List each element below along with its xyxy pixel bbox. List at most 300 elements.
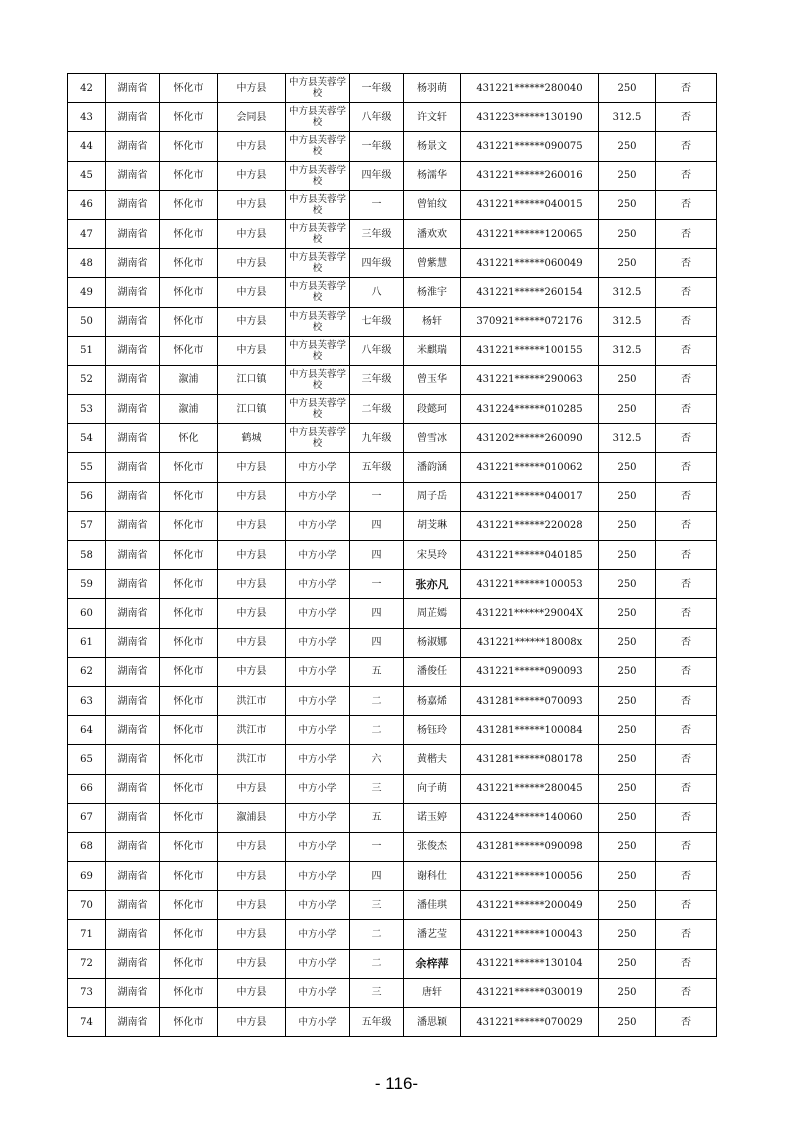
cell-city: 怀化市: [160, 628, 218, 657]
cell-index: 64: [68, 716, 106, 745]
cell-student-name: 潘韵涵: [404, 453, 461, 482]
cell-city: 怀化市: [160, 803, 218, 832]
cell-grade: 二: [350, 686, 404, 715]
cell-index: 42: [68, 74, 106, 103]
cell-city: 怀化: [160, 424, 218, 453]
cell-province: 湖南省: [106, 862, 160, 891]
cell-flag: 否: [656, 249, 717, 278]
table-row: [68, 774, 717, 803]
cell-school: 中方小学: [286, 686, 350, 715]
cell-city: 怀化市: [160, 832, 218, 861]
cell-student-name: 诺玉婷: [404, 803, 461, 832]
cell-index: 44: [68, 132, 106, 161]
cell-amount: 250: [599, 803, 656, 832]
cell-id-number: 431224******010285: [461, 395, 599, 424]
cell-county: 中方县: [218, 511, 286, 540]
cell-school: 中方小学: [286, 570, 350, 599]
cell-amount: 250: [599, 686, 656, 715]
cell-amount: 250: [599, 891, 656, 920]
table-row: [68, 249, 717, 278]
cell-province: 湖南省: [106, 949, 160, 978]
cell-index: 57: [68, 511, 106, 540]
cell-grade: 九年级: [350, 424, 404, 453]
cell-student-name: 曾紫慧: [404, 249, 461, 278]
cell-city: 怀化市: [160, 219, 218, 248]
cell-student-name: 潘艺莹: [404, 920, 461, 949]
cell-school: 中方小学: [286, 511, 350, 540]
cell-flag: 否: [656, 774, 717, 803]
cell-id-number: 431223******130190: [461, 103, 599, 132]
cell-id-number: 431221******100056: [461, 862, 599, 891]
cell-province: 湖南省: [106, 541, 160, 570]
cell-school: 中方小学: [286, 949, 350, 978]
cell-school: 中方县芙蓉学校: [286, 307, 350, 336]
cell-county: 江口镇: [218, 365, 286, 394]
cell-amount: 250: [599, 570, 656, 599]
cell-index: 55: [68, 453, 106, 482]
cell-school: 中方小学: [286, 628, 350, 657]
cell-amount: 250: [599, 132, 656, 161]
cell-index: 52: [68, 365, 106, 394]
cell-grade: 一: [350, 190, 404, 219]
cell-flag: 否: [656, 1008, 717, 1037]
cell-city: 怀化市: [160, 336, 218, 365]
cell-student-name: 杨濡华: [404, 161, 461, 190]
table-row: [68, 453, 717, 482]
table-row: [68, 307, 717, 336]
cell-grade: 五年级: [350, 453, 404, 482]
cell-amount: 250: [599, 745, 656, 774]
cell-index: 65: [68, 745, 106, 774]
cell-index: 70: [68, 891, 106, 920]
cell-county: 洪江市: [218, 686, 286, 715]
cell-flag: 否: [656, 365, 717, 394]
cell-amount: 250: [599, 511, 656, 540]
cell-id-number: 431221******260154: [461, 278, 599, 307]
table-row: [68, 541, 717, 570]
cell-province: 湖南省: [106, 716, 160, 745]
cell-amount: 250: [599, 599, 656, 628]
cell-county: 溆浦县: [218, 803, 286, 832]
cell-province: 湖南省: [106, 482, 160, 511]
cell-amount: 250: [599, 453, 656, 482]
table-row: [68, 803, 717, 832]
cell-school: 中方小学: [286, 1008, 350, 1037]
cell-flag: 否: [656, 336, 717, 365]
cell-school: 中方县芙蓉学校: [286, 161, 350, 190]
cell-index: 67: [68, 803, 106, 832]
table-row: [68, 745, 717, 774]
table-row: [68, 978, 717, 1007]
cell-flag: 否: [656, 161, 717, 190]
cell-city: 怀化市: [160, 657, 218, 686]
cell-province: 湖南省: [106, 920, 160, 949]
cell-province: 湖南省: [106, 774, 160, 803]
cell-province: 湖南省: [106, 307, 160, 336]
cell-province: 湖南省: [106, 161, 160, 190]
cell-amount: 250: [599, 774, 656, 803]
cell-flag: 否: [656, 541, 717, 570]
cell-city: 怀化市: [160, 716, 218, 745]
cell-id-number: 431221******010062: [461, 453, 599, 482]
cell-student-name: 许文轩: [404, 103, 461, 132]
cell-city: 怀化市: [160, 1008, 218, 1037]
table-row: [68, 190, 717, 219]
cell-province: 湖南省: [106, 599, 160, 628]
cell-index: 59: [68, 570, 106, 599]
cell-index: 54: [68, 424, 106, 453]
cell-id-number: 431221******200049: [461, 891, 599, 920]
cell-id-number: 431221******090075: [461, 132, 599, 161]
cell-city: 怀化市: [160, 103, 218, 132]
cell-school: 中方县芙蓉学校: [286, 395, 350, 424]
cell-county: 中方县: [218, 832, 286, 861]
student-subsidy-table: [67, 73, 717, 1037]
cell-amount: 312.5: [599, 336, 656, 365]
cell-city: 怀化市: [160, 511, 218, 540]
cell-index: 66: [68, 774, 106, 803]
cell-county: 中方县: [218, 628, 286, 657]
cell-student-name: 唐轩: [404, 978, 461, 1007]
cell-student-name: 黄楷夫: [404, 745, 461, 774]
table-row: [68, 657, 717, 686]
cell-city: 怀化市: [160, 570, 218, 599]
cell-grade: 一: [350, 832, 404, 861]
cell-index: 63: [68, 686, 106, 715]
cell-province: 湖南省: [106, 803, 160, 832]
cell-city: 怀化市: [160, 978, 218, 1007]
cell-id-number: 431221******280040: [461, 74, 599, 103]
cell-index: 49: [68, 278, 106, 307]
cell-county: 中方县: [218, 132, 286, 161]
cell-amount: 250: [599, 219, 656, 248]
cell-flag: 否: [656, 628, 717, 657]
cell-id-number: 431281******070093: [461, 686, 599, 715]
cell-city: 怀化市: [160, 949, 218, 978]
cell-student-name: 余梓萍: [404, 949, 461, 978]
cell-grade: 四: [350, 541, 404, 570]
cell-amount: 312.5: [599, 278, 656, 307]
table-row: [68, 599, 717, 628]
cell-flag: 否: [656, 219, 717, 248]
cell-school: 中方小学: [286, 774, 350, 803]
cell-flag: 否: [656, 686, 717, 715]
cell-flag: 否: [656, 74, 717, 103]
table-row: [68, 511, 717, 540]
cell-city: 怀化市: [160, 482, 218, 511]
cell-flag: 否: [656, 453, 717, 482]
cell-student-name: 杨景文: [404, 132, 461, 161]
cell-flag: 否: [656, 190, 717, 219]
cell-school: 中方小学: [286, 482, 350, 511]
cell-province: 湖南省: [106, 278, 160, 307]
cell-amount: 250: [599, 249, 656, 278]
cell-grade: 七年级: [350, 307, 404, 336]
cell-county: 中方县: [218, 1008, 286, 1037]
cell-province: 湖南省: [106, 628, 160, 657]
cell-province: 湖南省: [106, 1008, 160, 1037]
table-body: [68, 74, 717, 1037]
cell-city: 溆浦: [160, 365, 218, 394]
cell-flag: 否: [656, 803, 717, 832]
cell-amount: 250: [599, 365, 656, 394]
cell-grade: 五年级: [350, 1008, 404, 1037]
cell-county: 中方县: [218, 599, 286, 628]
cell-id-number: 431281******080178: [461, 745, 599, 774]
cell-city: 怀化市: [160, 891, 218, 920]
cell-province: 湖南省: [106, 219, 160, 248]
cell-city: 怀化市: [160, 686, 218, 715]
cell-id-number: 431221******100155: [461, 336, 599, 365]
cell-index: 53: [68, 395, 106, 424]
cell-amount: 250: [599, 190, 656, 219]
cell-city: 怀化市: [160, 745, 218, 774]
cell-id-number: 431221******260016: [461, 161, 599, 190]
cell-province: 湖南省: [106, 395, 160, 424]
cell-id-number: 431221******030019: [461, 978, 599, 1007]
cell-county: 中方县: [218, 336, 286, 365]
cell-county: 中方县: [218, 570, 286, 599]
cell-index: 68: [68, 832, 106, 861]
cell-grade: 四年级: [350, 161, 404, 190]
cell-student-name: 段懿珂: [404, 395, 461, 424]
table-row: [68, 920, 717, 949]
cell-index: 62: [68, 657, 106, 686]
cell-flag: 否: [656, 132, 717, 161]
cell-school: 中方县芙蓉学校: [286, 278, 350, 307]
cell-flag: 否: [656, 949, 717, 978]
cell-index: 45: [68, 161, 106, 190]
cell-school: 中方小学: [286, 978, 350, 1007]
cell-county: 洪江市: [218, 716, 286, 745]
cell-province: 湖南省: [106, 74, 160, 103]
cell-county: 中方县: [218, 891, 286, 920]
cell-county: 中方县: [218, 482, 286, 511]
table-row: [68, 949, 717, 978]
cell-id-number: 431202******260090: [461, 424, 599, 453]
table-row: [68, 161, 717, 190]
cell-amount: 312.5: [599, 307, 656, 336]
cell-grade: 一: [350, 482, 404, 511]
cell-id-number: 431221******040017: [461, 482, 599, 511]
cell-index: 58: [68, 541, 106, 570]
cell-city: 怀化市: [160, 862, 218, 891]
cell-school: 中方县芙蓉学校: [286, 219, 350, 248]
cell-school: 中方小学: [286, 541, 350, 570]
cell-grade: 一年级: [350, 74, 404, 103]
table-row: [68, 628, 717, 657]
table-row: [68, 686, 717, 715]
cell-county: 中方县: [218, 453, 286, 482]
cell-province: 湖南省: [106, 657, 160, 686]
cell-school: 中方县芙蓉学校: [286, 190, 350, 219]
cell-id-number: 370921******072176: [461, 307, 599, 336]
cell-grade: 四: [350, 628, 404, 657]
cell-index: 51: [68, 336, 106, 365]
cell-student-name: 宋昊玲: [404, 541, 461, 570]
table-row: [68, 424, 717, 453]
cell-grade: 五: [350, 803, 404, 832]
cell-student-name: 周子岳: [404, 482, 461, 511]
cell-province: 湖南省: [106, 336, 160, 365]
cell-id-number: 431221******120065: [461, 219, 599, 248]
cell-county: 中方县: [218, 249, 286, 278]
cell-index: 48: [68, 249, 106, 278]
cell-flag: 否: [656, 978, 717, 1007]
cell-school: 中方县芙蓉学校: [286, 336, 350, 365]
cell-school: 中方县芙蓉学校: [286, 132, 350, 161]
cell-county: 中方县: [218, 862, 286, 891]
cell-student-name: 米麒瑞: [404, 336, 461, 365]
table-row: [68, 103, 717, 132]
cell-student-name: 潘思颖: [404, 1008, 461, 1037]
cell-county: 中方县: [218, 278, 286, 307]
cell-id-number: 431221******070029: [461, 1008, 599, 1037]
cell-city: 怀化市: [160, 74, 218, 103]
cell-school: 中方县芙蓉学校: [286, 365, 350, 394]
cell-county: 江口镇: [218, 395, 286, 424]
cell-county: 鹤城: [218, 424, 286, 453]
cell-amount: 250: [599, 832, 656, 861]
cell-amount: 250: [599, 862, 656, 891]
cell-id-number: 431221******090093: [461, 657, 599, 686]
cell-county: 中方县: [218, 978, 286, 1007]
table-row: [68, 832, 717, 861]
cell-county: 洪江市: [218, 745, 286, 774]
cell-student-name: 向子萌: [404, 774, 461, 803]
cell-province: 湖南省: [106, 424, 160, 453]
cell-province: 湖南省: [106, 453, 160, 482]
cell-flag: 否: [656, 307, 717, 336]
cell-grade: 二年级: [350, 395, 404, 424]
cell-city: 怀化市: [160, 161, 218, 190]
cell-amount: 250: [599, 74, 656, 103]
cell-id-number: 431224******140060: [461, 803, 599, 832]
cell-amount: 250: [599, 1008, 656, 1037]
cell-flag: 否: [656, 424, 717, 453]
cell-flag: 否: [656, 832, 717, 861]
cell-amount: 250: [599, 716, 656, 745]
cell-flag: 否: [656, 103, 717, 132]
cell-flag: 否: [656, 395, 717, 424]
cell-id-number: 431281******100084: [461, 716, 599, 745]
cell-student-name: 张亦凡: [404, 570, 461, 599]
cell-school: 中方小学: [286, 832, 350, 861]
cell-id-number: 431221******130104: [461, 949, 599, 978]
cell-amount: 250: [599, 161, 656, 190]
cell-county: 中方县: [218, 949, 286, 978]
cell-id-number: 431221******100043: [461, 920, 599, 949]
cell-province: 湖南省: [106, 686, 160, 715]
cell-county: 中方县: [218, 657, 286, 686]
cell-school: 中方县芙蓉学校: [286, 424, 350, 453]
cell-city: 怀化市: [160, 920, 218, 949]
cell-city: 怀化市: [160, 774, 218, 803]
cell-province: 湖南省: [106, 132, 160, 161]
cell-grade: 三年级: [350, 365, 404, 394]
cell-flag: 否: [656, 482, 717, 511]
cell-index: 69: [68, 862, 106, 891]
cell-index: 50: [68, 307, 106, 336]
cell-school: 中方小学: [286, 599, 350, 628]
cell-school: 中方小学: [286, 891, 350, 920]
cell-student-name: 杨嘉烯: [404, 686, 461, 715]
cell-index: 60: [68, 599, 106, 628]
cell-grade: 八年级: [350, 103, 404, 132]
cell-grade: 一年级: [350, 132, 404, 161]
cell-amount: 250: [599, 920, 656, 949]
cell-flag: 否: [656, 862, 717, 891]
cell-student-name: 潘俊任: [404, 657, 461, 686]
cell-school: 中方小学: [286, 920, 350, 949]
cell-flag: 否: [656, 570, 717, 599]
cell-grade: 二: [350, 949, 404, 978]
table-row: [68, 570, 717, 599]
cell-city: 怀化市: [160, 132, 218, 161]
cell-province: 湖南省: [106, 891, 160, 920]
cell-county: 中方县: [218, 190, 286, 219]
cell-student-name: 杨淮宇: [404, 278, 461, 307]
cell-amount: 250: [599, 482, 656, 511]
table-row: [68, 365, 717, 394]
cell-city: 怀化市: [160, 307, 218, 336]
cell-city: 怀化市: [160, 190, 218, 219]
cell-amount: 250: [599, 628, 656, 657]
cell-school: 中方小学: [286, 716, 350, 745]
cell-county: 中方县: [218, 219, 286, 248]
cell-flag: 否: [656, 599, 717, 628]
cell-student-name: 曾铂纹: [404, 190, 461, 219]
cell-id-number: 431221******18008x: [461, 628, 599, 657]
cell-flag: 否: [656, 891, 717, 920]
cell-id-number: 431221******280045: [461, 774, 599, 803]
cell-amount: 250: [599, 395, 656, 424]
cell-flag: 否: [656, 920, 717, 949]
cell-flag: 否: [656, 278, 717, 307]
cell-index: 71: [68, 920, 106, 949]
table-row: [68, 132, 717, 161]
table-row: [68, 74, 717, 103]
cell-index: 46: [68, 190, 106, 219]
cell-county: 中方县: [218, 774, 286, 803]
cell-index: 56: [68, 482, 106, 511]
cell-student-name: 周芷嫣: [404, 599, 461, 628]
cell-student-name: 潘佳琪: [404, 891, 461, 920]
cell-city: 怀化市: [160, 249, 218, 278]
cell-school: 中方县芙蓉学校: [286, 103, 350, 132]
cell-school: 中方小学: [286, 745, 350, 774]
cell-province: 湖南省: [106, 249, 160, 278]
cell-grade: 四: [350, 862, 404, 891]
cell-index: 73: [68, 978, 106, 1007]
table-row: [68, 219, 717, 248]
page-number: - 116-: [374, 1074, 419, 1093]
table-row: [68, 395, 717, 424]
cell-student-name: 谢科仕: [404, 862, 461, 891]
cell-grade: 五: [350, 657, 404, 686]
cell-id-number: 431281******090098: [461, 832, 599, 861]
cell-amount: 312.5: [599, 424, 656, 453]
cell-province: 湖南省: [106, 832, 160, 861]
cell-id-number: 431221******060049: [461, 249, 599, 278]
cell-student-name: 张俊杰: [404, 832, 461, 861]
cell-flag: 否: [656, 716, 717, 745]
cell-student-name: 杨淑娜: [404, 628, 461, 657]
cell-student-name: 胡芠琳: [404, 511, 461, 540]
cell-county: 中方县: [218, 161, 286, 190]
cell-province: 湖南省: [106, 190, 160, 219]
cell-student-name: 曾玉华: [404, 365, 461, 394]
